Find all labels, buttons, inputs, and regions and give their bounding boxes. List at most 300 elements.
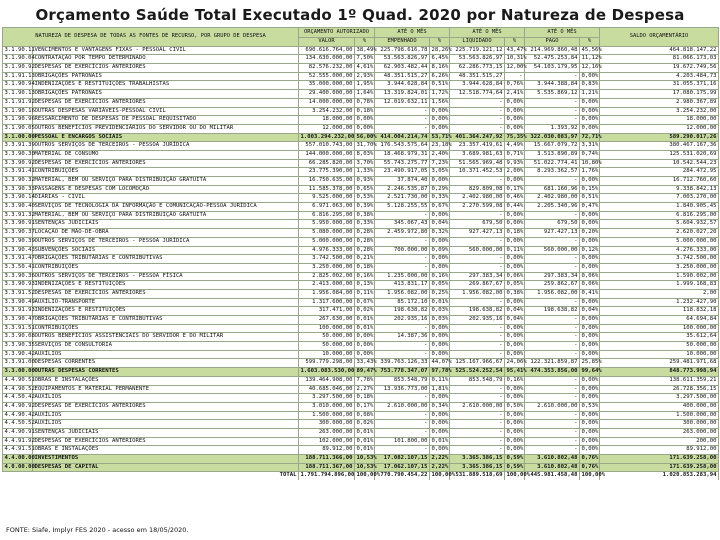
row-valor: 267.630,00 [299, 316, 355, 325]
table-row [3, 142, 719, 151]
row-code: 3.3.91.00 [3, 359, 33, 368]
table-row [3, 177, 719, 186]
row-pct-pago: 0,00% [580, 237, 600, 246]
row-pct-empenhado: 0,00% [430, 324, 450, 333]
total-pago: 445.981.458,48 [525, 472, 580, 480]
row-saldo: 1.590.002,00 [600, 272, 719, 281]
row-name: MATERIAL DE CONSUMO [33, 150, 299, 159]
row-code: 3.3.90.42 [3, 350, 33, 359]
row-pct-empenhado: 0,09% [430, 246, 450, 255]
row-pct-pago: 1,76% [580, 168, 600, 177]
row-saldo: 3.254.232,00 [600, 107, 719, 116]
row-pct-liquidado: 0,00% [505, 263, 525, 272]
row-valor: 23.775.390,00 [299, 168, 355, 177]
row-saldo: 26.728.356,15 [600, 385, 719, 394]
row-pct-empenhado: 7,23% [430, 159, 450, 168]
row-liquidado: - [450, 385, 505, 394]
row-name: DESPESAS DE EXERCÍCIOS ANTERIORES [33, 289, 299, 298]
row-pct-valor: 0,01% [355, 316, 375, 325]
row-code: 3.3.91.51 [3, 324, 33, 333]
table-row [3, 64, 719, 73]
row-valor: 82.576.232,00 [299, 64, 355, 73]
row-pct-valor: 0,01% [355, 446, 375, 455]
row-pago: - [525, 237, 580, 246]
row-saldo: 1.840.905,45 [600, 203, 719, 212]
table-row [3, 194, 719, 203]
row-pct-empenhado: 0,00% [430, 446, 450, 455]
total-pct-valor: 100,00% [356, 472, 381, 479]
total-valor: 1.791.794.896,00 [300, 472, 355, 479]
row-empenhado: - [375, 420, 430, 429]
row-pago: - [525, 411, 580, 420]
header-saldo-orcamentario: SALDO ORÇAMENTÁRIO [600, 28, 719, 47]
row-pago: 122.321.859,87 [525, 359, 580, 368]
row-code: 3.3.90.40 [3, 203, 33, 212]
row-pct-liquidado: - [505, 72, 525, 81]
row-valor: 690.616.764,00 [299, 46, 355, 55]
row-name: DESPESAS DE EXERCÍCIOS ANTERIORES [33, 437, 299, 446]
row-pct-pago: 0,74% [580, 150, 600, 159]
row-saldo: 464.818.147,22 [600, 46, 719, 55]
row-pct-valor: 3,70% [355, 159, 375, 168]
row-pago: - [525, 98, 580, 107]
header-pct: % [355, 38, 375, 47]
row-pct-empenhado: 0,00% [430, 411, 450, 420]
row-pct-pago: 0,00% [580, 211, 600, 220]
row-pago: - [525, 437, 580, 446]
row-empenhado: - [375, 124, 430, 133]
row-name: RESSARCIMENTO DE DESPESAS DE PESSOAL REQUISITADO [33, 116, 299, 125]
row-code: 3.1.90.16 [3, 107, 33, 116]
row-saldo: 138.611.359,21 [600, 376, 719, 385]
row-pago: 3.610.802,48 [525, 463, 580, 472]
table-row [3, 289, 719, 298]
row-name: EQUIPAMENTOS E MATERIAL PERMANENTE [33, 385, 299, 394]
row-pct-empenhado: 2,22% [430, 463, 450, 472]
row-empenhado: 14.387,36 [375, 333, 430, 342]
row-pct-empenhado: 0,03% [430, 316, 450, 325]
row-pct-pago: 0,51% [580, 194, 600, 203]
row-liquidado: - [450, 124, 505, 133]
row-pct-liquidado: 0,76% [505, 81, 525, 90]
table-row [3, 133, 719, 142]
row-pct-pago: 0,53% [580, 402, 600, 411]
row-pago: 54.103.179,95 [525, 64, 580, 73]
row-pago: 1.393,92 [525, 124, 580, 133]
row-pct-pago: 0,00% [580, 255, 600, 264]
row-valor: 50.000,00 [299, 342, 355, 351]
row-pct-valor: 0,11% [355, 289, 375, 298]
row-pct-pago: 0,47% [580, 203, 600, 212]
row-valor: 2.825.002,00 [299, 272, 355, 281]
row-name: MATERIAL, BEM OU SERVIÇO PARA DISTRIBUIÇÃO GRATUITA [33, 177, 299, 186]
row-saldo: 3.742.500,00 [600, 255, 719, 264]
row-empenhado: 2.246.535,87 [375, 185, 430, 194]
row-name: VENCIMENTOS E VANTAGENS FIXAS - PESSOAL CIVIL [33, 46, 299, 55]
row-pct-pago: 0,06% [580, 272, 600, 281]
row-pct-valor: 0,38% [355, 211, 375, 220]
row-liquidado: 3.689.981,63 [450, 150, 505, 159]
row-pago: 5.535.869,12 [525, 90, 580, 99]
row-pago: - [525, 255, 580, 264]
row-pct-empenhado: 0,16% [430, 272, 450, 281]
row-pct-liquidado: 0,00% [505, 342, 525, 351]
table-row [3, 237, 719, 246]
row-valor: 134.630.000,00 [299, 55, 355, 64]
row-empenhado: 345.067,43 [375, 220, 430, 229]
row-pct-pago: 0,06% [580, 281, 600, 290]
row-pct-valor: 2,27% [355, 385, 375, 394]
total-pct-liquidado: 100,00% [506, 472, 531, 479]
row-pct-liquidado: 95,41% [505, 368, 525, 377]
row-pct-empenhado: 0,32% [430, 229, 450, 238]
row-code: 4.4.91.51 [3, 446, 33, 455]
row-pct-valor: 1,33% [355, 168, 375, 177]
table-row [3, 98, 719, 107]
header-pago: PAGO [525, 38, 580, 47]
row-pct-valor: 2,93% [355, 72, 375, 81]
row-empenhado: 413.831,17 [375, 281, 430, 290]
header-liquidado: LIQUIDADO [450, 38, 505, 47]
row-pago: 214.969.860,48 [525, 46, 580, 55]
row-name: CONTRATAÇÃO POR TEMPO DETERMINADO [33, 55, 299, 64]
row-pct-pago: 0,00% [580, 333, 600, 342]
row-name: INDENIZAÇÕES E RESTITUIÇÕES [33, 281, 299, 290]
row-valor: 100.000,00 [299, 324, 355, 333]
row-pct-empenhado: 0,00% [430, 342, 450, 351]
row-pct-pago: 11,12% [580, 55, 600, 64]
row-liquidado: 560.000,00 [450, 246, 505, 255]
row-saldo: 259.481.971,68 [600, 359, 719, 368]
row-pct-empenhado: 23,18% [430, 142, 450, 151]
row-name: AUXÍLIOS [33, 420, 299, 429]
row-liquidado: 2.402.980,00 [450, 194, 505, 203]
row-saldo: 300.000,00 [600, 420, 719, 429]
row-valor: 1.603.083.530,00 [299, 368, 355, 377]
row-pct-empenhado: 0,25% [430, 289, 450, 298]
row-pct-valor: 10,53% [355, 463, 375, 472]
row-code: 3.3.90.93 [3, 281, 33, 290]
page-title: Orçamento Saúde Total Executado 1º Quad. 2020 por Natureza de Despesa [35, 6, 685, 24]
row-pct-valor: 0,00% [355, 124, 375, 133]
row-valor: 11.585.378,00 [299, 185, 355, 194]
row-pct-liquidado: 0,00% [505, 98, 525, 107]
row-pago: - [525, 376, 580, 385]
row-code: 3.3.90.49 [3, 298, 33, 307]
row-empenhado: 13.936.773,00 [375, 385, 430, 394]
row-code: 3.1.00.00 [3, 133, 33, 142]
row-name: DIÁRIAS - CIVIL [33, 194, 299, 203]
row-code: 3.1.90.13 [3, 90, 33, 99]
row-pct-pago: 0,41% [580, 289, 600, 298]
row-pct-liquidado: 0,00% [505, 324, 525, 333]
row-valor: 52.555.000,00 [299, 72, 355, 81]
row-liquidado: 297.383,34 [450, 272, 505, 281]
table-row [3, 463, 719, 472]
row-saldo: 848.773.998,94 [600, 368, 719, 377]
row-pct-liquidado: 0,00% [505, 411, 525, 420]
row-pago: - [525, 298, 580, 307]
row-liquidado: 829.809,08 [450, 185, 505, 194]
row-liquidado: 23.357.419,61 [450, 142, 505, 151]
row-name: PESSOAL E ENCARGOS SOCIAIS [33, 133, 299, 142]
row-name: OUTROS BENEFÍCIOS ASSISTENCIAIS DO SERVIDOR E DO MILITAR [33, 333, 299, 342]
total-pct-empenhado: 100,00% [431, 472, 456, 479]
table-row [3, 411, 719, 420]
row-pct-pago: 3,31% [580, 142, 600, 151]
row-pct-pago: 0,00% [580, 116, 600, 125]
row-liquidado: 525.524.252,54 [450, 368, 505, 377]
table-row [3, 55, 719, 64]
row-liquidado: 62.286.773,15 [450, 64, 505, 73]
row-pct-liquidado: 0,59% [505, 463, 525, 472]
row-pct-empenhado: 2,22% [430, 455, 450, 464]
row-liquidado: 48.351.515,27 [450, 72, 505, 81]
row-pct-empenhado: 0,04% [430, 220, 450, 229]
row-valor: 35.000.000,00 [299, 81, 355, 90]
row-empenhado: - [375, 411, 430, 420]
row-empenhado: 2.459.972,80 [375, 229, 430, 238]
row-saldo: 7.003.270,00 [600, 194, 719, 203]
row-pct-valor: 0,00% [355, 350, 375, 359]
row-empenhado: - [375, 342, 430, 351]
row-pct-empenhado: 53,71% [430, 133, 450, 142]
row-pago: 679,50 [525, 220, 580, 229]
row-pct-valor: 0,01% [355, 437, 375, 446]
row-pct-empenhado: 0,00% [430, 428, 450, 437]
row-empenhado: 17.062.107,15 [375, 463, 430, 472]
row-name: DESPESAS CORRENTES [33, 359, 299, 368]
row-valor: 2.413.000,00 [299, 281, 355, 290]
row-pct-empenhado: 0,05% [430, 281, 450, 290]
row-saldo: 16.712.760,60 [600, 177, 719, 186]
row-pct-liquidado: 0,05% [505, 281, 525, 290]
row-liquidado: - [450, 211, 505, 220]
table-row [3, 307, 719, 316]
row-pct-liquidado: 75,35% [505, 133, 525, 142]
table-row [3, 420, 719, 429]
row-pct-empenhado: 0,00% [430, 263, 450, 272]
row-pct-valor: 0,17% [355, 402, 375, 411]
row-pct-pago: 0,76% [580, 463, 600, 472]
row-code: 3.1.90.92 [3, 64, 33, 73]
row-pct-liquidado: 0,04% [505, 307, 525, 316]
table-body [3, 46, 719, 472]
row-empenhado: 18.468.979,31 [375, 150, 430, 159]
row-liquidado: - [450, 298, 505, 307]
table-row [3, 211, 719, 220]
row-valor: 3.742.500,00 [299, 255, 355, 264]
row-pct-pago: 0,83% [580, 81, 600, 90]
row-pct-pago: 0,00% [580, 220, 600, 229]
row-liquidado: 3.365.386,15 [450, 455, 505, 464]
row-pct-pago: 10,80% [580, 159, 600, 168]
table-row [3, 316, 719, 325]
row-pct-liquidado: 0,17% [505, 185, 525, 194]
row-pct-empenhado: 1,56% [430, 98, 450, 107]
row-valor: 102.000,00 [299, 437, 355, 446]
row-pct-valor: 56,00% [355, 133, 375, 142]
row-code: 3.3.90.08 [3, 333, 33, 342]
table-row [3, 402, 719, 411]
row-valor: 3.010.000,00 [299, 402, 355, 411]
row-saldo: 9.338.842,13 [600, 185, 719, 194]
row-name: SERVIÇOS DE CONSULTORIA [33, 342, 299, 351]
row-pct-valor: 1,95% [355, 81, 375, 90]
row-code: 3.3.90.39 [3, 237, 33, 246]
row-name: OUTROS SERVIÇOS DE TERCEIROS - PESSOA FÍSICA [33, 272, 299, 281]
row-code: 3.3.90.92 [3, 159, 33, 168]
row-pct-valor: 31,70% [355, 142, 375, 151]
row-pct-pago: 0,00% [580, 177, 600, 186]
table-row [3, 159, 719, 168]
table-row [3, 116, 719, 125]
row-empenhado: 48.351.515,27 [375, 72, 430, 81]
row-pct-pago: 99,64% [580, 368, 600, 377]
table-row [3, 46, 719, 55]
table-row [3, 168, 719, 177]
row-pct-pago: 0,00% [580, 342, 600, 351]
row-empenhado: 1.956.082,00 [375, 289, 430, 298]
row-pct-liquidado: 0,00% [505, 420, 525, 429]
row-valor: 317.471,00 [299, 307, 355, 316]
row-empenhado: 1.235.000,00 [375, 272, 430, 281]
row-empenhado: 17.082.107,15 [375, 455, 430, 464]
row-saldo: 89.912,00 [600, 446, 719, 455]
row-pct-empenhado: 6,45% [430, 55, 450, 64]
row-pct-empenhado: 8,16% [430, 64, 450, 73]
header-pct: % [580, 38, 600, 47]
row-pago: - [525, 394, 580, 403]
row-pct-pago: 0,00% [580, 316, 600, 325]
row-code: 3.3.50.41 [3, 263, 33, 272]
row-liquidado: 2.610.000,00 [450, 402, 505, 411]
row-name: DESPESAS DE EXERCÍCIOS ANTERIORES [33, 402, 299, 411]
row-code: 3.3.90.36 [3, 272, 33, 281]
row-pct-liquidado: 0,00% [505, 107, 525, 116]
row-pago: 51.022.774,41 [525, 159, 580, 168]
row-pct-liquidado: 0,71% [505, 150, 525, 159]
row-pct-empenhado: 0,00% [430, 255, 450, 264]
row-pct-empenhado: 1,72% [430, 90, 450, 99]
total-label: TOTAL [279, 472, 297, 479]
row-pct-pago: 72,71% [580, 133, 600, 142]
row-pct-empenhado: 6,26% [430, 72, 450, 81]
row-code: 3.3.91.47 [3, 255, 33, 264]
row-pct-empenhado: 44,07% [430, 359, 450, 368]
header-pct: % [430, 38, 450, 47]
table-row [3, 385, 719, 394]
row-code: 4.4.90.91 [3, 428, 33, 437]
row-code: 4.4.90.52 [3, 385, 33, 394]
row-saldo: 589.290.017,26 [600, 133, 719, 142]
row-pct-pago: 45,56% [580, 46, 600, 55]
row-name: AUXÍLIOS [33, 394, 299, 403]
row-saldo: 3.250.000,00 [600, 263, 719, 272]
row-code: 4.4.50.42 [3, 394, 33, 403]
row-pct-pago: 0,00% [580, 98, 600, 107]
header-pct: % [505, 38, 525, 47]
row-saldo: 2,00 [600, 289, 719, 298]
row-liquidado: 927.427,13 [450, 229, 505, 238]
table-row [3, 281, 719, 290]
row-code: 4.4.90.42 [3, 411, 33, 420]
row-liquidado: - [450, 428, 505, 437]
row-pct-pago: 0,12% [580, 246, 600, 255]
row-valor: 139.464.908,00 [299, 376, 355, 385]
row-saldo: 5.000.000,00 [600, 237, 719, 246]
row-pago: - [525, 420, 580, 429]
row-saldo: 5.604.932,57 [600, 220, 719, 229]
row-pct-liquidado: 0,00% [505, 255, 525, 264]
row-pct-empenhado: 0,00% [430, 420, 450, 429]
row-pct-pago: 0,00% [580, 350, 600, 359]
row-code: 3.3.91.41 [3, 168, 33, 177]
row-pct-valor: 0,07% [355, 298, 375, 307]
table-row [3, 342, 719, 351]
row-liquidado: - [450, 324, 505, 333]
row-saldo: 118.832,18 [600, 307, 719, 316]
row-pct-pago: 12,16% [580, 64, 600, 73]
source-footer: FONTE: Siafe, Implyr FES 2020 - acesso em 18/05/2020. [6, 526, 189, 534]
row-pct-pago: 0,00% [580, 72, 600, 81]
row-code: 3.3.90.43 [3, 246, 33, 255]
row-pct-liquidado: 2,41% [505, 90, 525, 99]
row-pct-liquidado: 0,00% [505, 428, 525, 437]
row-valor: 1.317.600,00 [299, 298, 355, 307]
row-code: 3.1.90.96 [3, 116, 33, 125]
row-pct-valor: 7,78% [355, 376, 375, 385]
row-code: 3.3.91.93 [3, 307, 33, 316]
row-name: OUTROS SERVIÇOS DE TERCEIROS - PESSOA JURÍDICA [33, 237, 299, 246]
row-name: OUTRAS DESPESAS VARIÁVEIS-PESSOAL CIVIL [33, 107, 299, 116]
row-code: 3.1.91.92 [3, 98, 33, 107]
row-empenhado: 37.874,40 [375, 177, 430, 186]
row-valor: 557.010.743,00 [299, 142, 355, 151]
row-pago: - [525, 446, 580, 455]
row-valor: 599.779.298,00 [299, 359, 355, 368]
row-pct-liquidado: 10,31% [505, 55, 525, 64]
row-pago: 322.030.083,97 [525, 133, 580, 142]
row-pct-liquidado: 0,00% [505, 116, 525, 125]
row-pct-liquidado: 0,04% [505, 316, 525, 325]
row-empenhado: 853.548,79 [375, 376, 430, 385]
row-code: 3.3.91.39 [3, 142, 33, 151]
table-row [3, 203, 719, 212]
row-pct-liquidado: 2,00% [505, 168, 525, 177]
row-name: OBRIGAÇÕES TRIBUTÁRIAS E CONTRIBUTIVAS [33, 316, 299, 325]
row-empenhado: - [375, 446, 430, 455]
row-pago: - [525, 263, 580, 272]
row-liquidado: 51.565.969,48 [450, 159, 505, 168]
header-natureza: NATUREZA DE DESPESA DE TODAS AS FONTES DE RECURSO, POR GRUPO DE DESPESA [3, 28, 299, 47]
row-pct-liquidado: 24,06% [505, 359, 525, 368]
row-pct-empenhado: 0,01% [430, 437, 450, 446]
row-name: OBRAS E INSTALAÇÕES [33, 446, 299, 455]
row-empenhado: 202.935,16 [375, 316, 430, 325]
row-saldo: 1.999.168,83 [600, 281, 719, 290]
row-code: 3.3.90.47 [3, 316, 33, 325]
row-pago: 3.610.802,48 [525, 455, 580, 464]
row-empenhado: - [375, 116, 430, 125]
total-empenhado: 770.790.454,22 [375, 472, 430, 480]
row-name: OUTRAS DESPESAS CORRENTES [33, 368, 299, 377]
row-code: 3.3.90.33 [3, 185, 33, 194]
row-pct-liquidado: 0,46% [505, 194, 525, 203]
row-pct-valor: 89,47% [355, 368, 375, 377]
row-pct-empenhado: 1,81% [430, 385, 450, 394]
row-name: AUXÍLIOS [33, 350, 299, 359]
